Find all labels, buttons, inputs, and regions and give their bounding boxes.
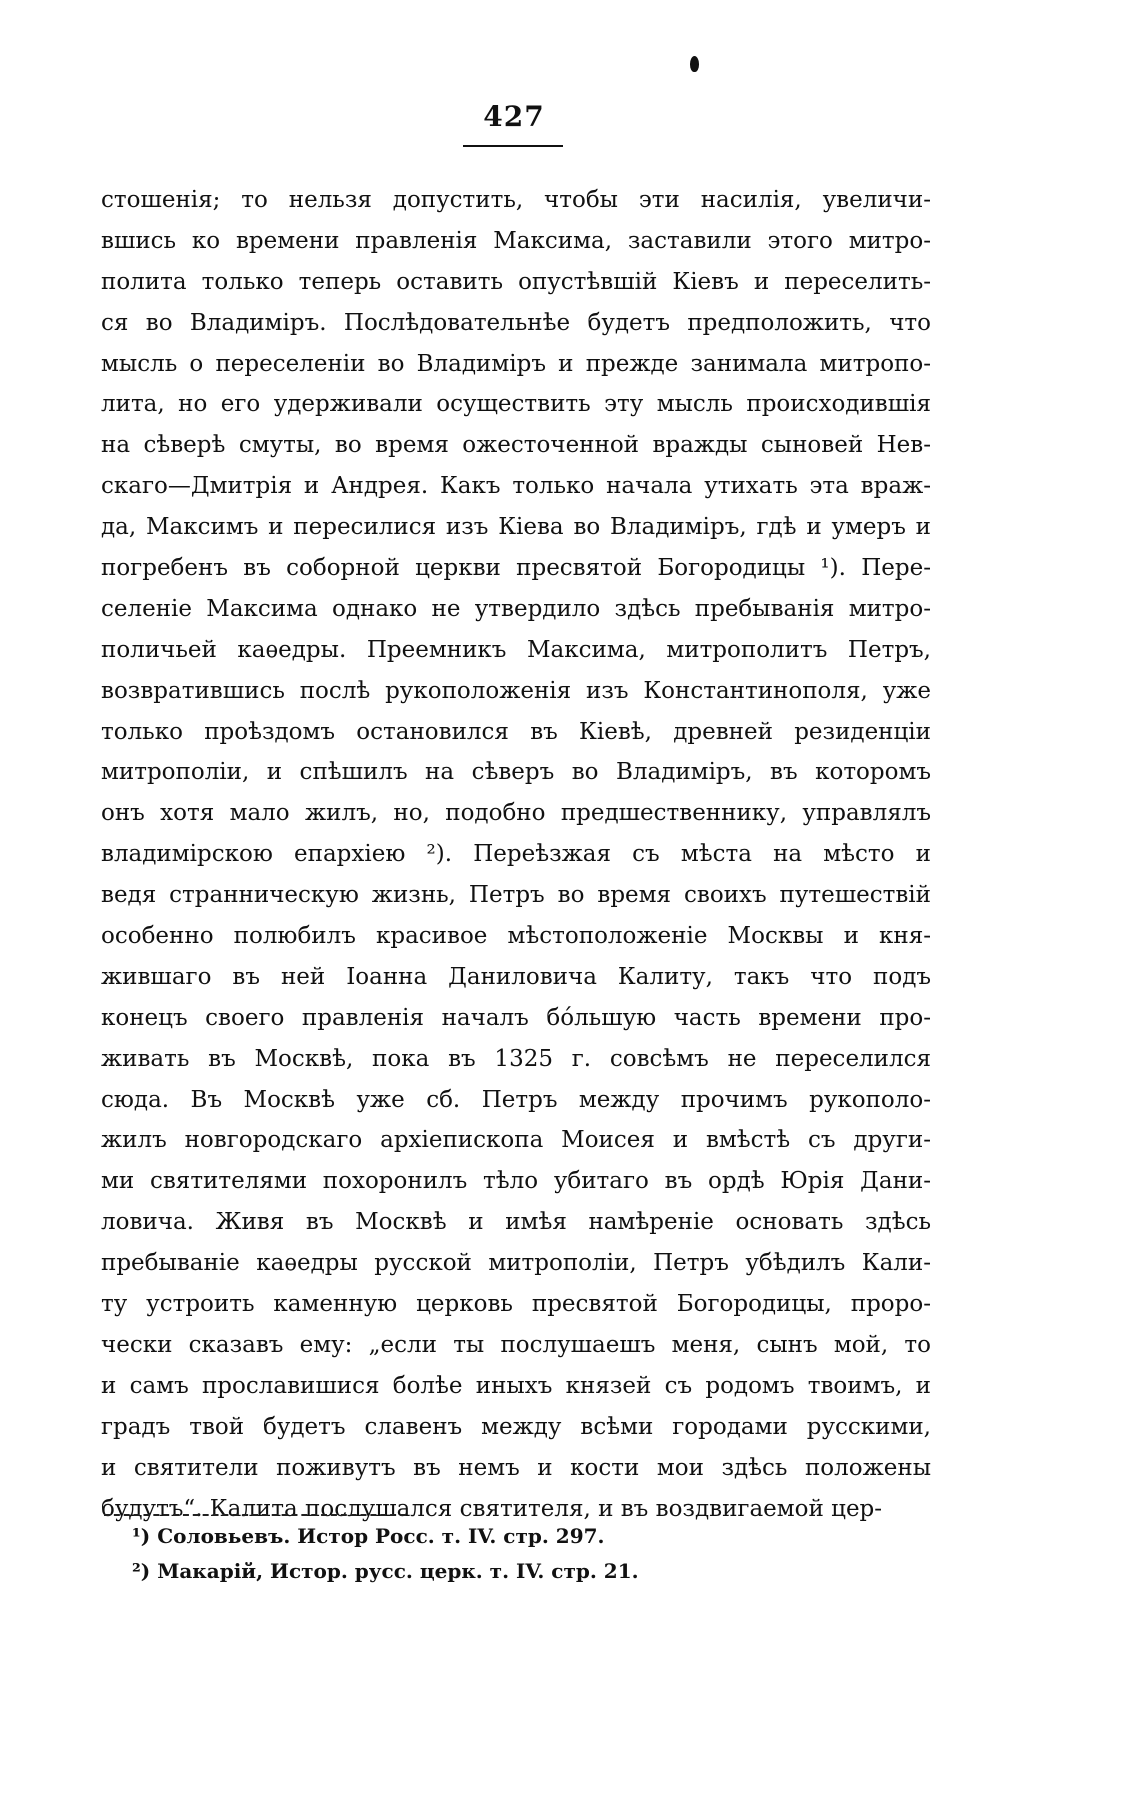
footnote-mark: ¹): [132, 1524, 151, 1548]
text-line: и самъ прославишися болѣе иныхъ князей съ родомъ твоимъ, и: [101, 1372, 931, 1399]
text-line: поличьей каѳедры. Преемникъ Максима, митрополитъ Петръ,: [101, 636, 931, 663]
text-line: лита, но его удерживали осуществить эту мысль происходившія: [101, 391, 931, 418]
text-line: жившаго въ ней Іоанна Даниловича Калиту, такъ что подъ: [101, 963, 931, 990]
footnote-text: Соловьевъ. Истор Росс. т. IV. стр. 297.: [157, 1524, 605, 1548]
text-line: чески сказавъ ему: „если ты послушаешъ меня, сынъ мой, то: [101, 1331, 931, 1358]
text-line: конецъ своего правленія началъ бо́льшую часть времени про-: [101, 1004, 931, 1031]
text-line: да, Максимъ и пересилися изъ Кіева во Владиміръ, гдѣ и умеръ и: [101, 514, 931, 541]
text-line: и святители поживутъ въ немъ и кости мои здѣсь положены: [101, 1454, 931, 1481]
text-line: ту устроить каменную церковь пресвятой Богородицы, проро-: [101, 1291, 931, 1318]
text-line: вшись ко времени правленія Максима, заставили этого митро-: [101, 227, 931, 254]
text-line: ми святителями похоронилъ тѣло убитаго въ ордѣ Юрія Дани-: [101, 1168, 931, 1195]
text-line: ведя странническую жизнь, Петръ во время своихъ путешествій: [101, 882, 931, 909]
text-line: ловича. Живя въ Москвѣ и имѣя намѣреніе основать здѣсь: [101, 1209, 931, 1236]
text-line: мысль о переселеніи во Владиміръ и прежде занимала митропо-: [101, 350, 931, 377]
text-line: пребываніе каѳедры русской митрополіи, Петръ убѣдилъ Кали-: [101, 1250, 931, 1277]
text-line: стошенія; то нельзя допустить, чтобы эти насилія, увеличи-: [101, 187, 931, 213]
text-line: погребенъ въ соборной церкви пресвятой Богородицы ¹). Пере-: [101, 555, 931, 582]
text-line: на сѣверѣ смуты, во время ожесточенной вражды сыновей Нев-: [101, 432, 931, 459]
text-line: особенно полюбилъ красивое мѣстоположеніе Москвы и кня-: [101, 923, 931, 950]
footnote-mark: ²): [132, 1559, 151, 1583]
text-line: ся во Владиміръ. Послѣдовательнѣе будетъ предположить, что: [101, 309, 931, 336]
text-line: скаго—Дмитрія и Андрея. Какъ только начала утихать эта враж-: [101, 473, 931, 500]
footnote-text: Макарій, Истор. русс. церк. т. IV. стр. 21.: [157, 1559, 639, 1583]
text-line: митрополіи, и спѣшилъ на сѣверъ во Владиміръ, въ которомъ: [101, 759, 931, 786]
text-line: владимірскою епархіею ²). Переѣзжая съ мѣста на мѣсто и: [101, 841, 931, 868]
page-number-underline: [463, 145, 563, 147]
footnote-separator: [104, 1514, 406, 1516]
text-line: градъ твой будетъ славенъ между всѣми городами русскими,: [101, 1413, 931, 1440]
footnote: [132, 1554, 892, 1589]
text-line: онъ хотя мало жилъ, но, подобно предшественнику, управлялъ: [101, 800, 931, 827]
text-line: живать въ Москвѣ, пока въ 1325 г. совсѣмъ не переселился: [101, 1045, 931, 1072]
footnote: [132, 1519, 892, 1554]
text-line: возвратившись послѣ рукоположенія изъ Константинополя, уже: [101, 677, 931, 704]
footnotes: [132, 1519, 892, 1589]
text-line: селеніе Максима однако не утвердило здѣсь пребыванія митро-: [101, 595, 931, 622]
ink-speck: [690, 56, 699, 72]
page-number: 427: [483, 100, 545, 133]
text-line: будутъ“. Калита послушался святителя, и въ воздвигаемой цер-: [101, 1495, 883, 1522]
text-line: жилъ новгородскаго архіепископа Моисея и вмѣстѣ съ други-: [101, 1127, 931, 1154]
text-line: полита только теперь оставить опустѣвшій Кіевъ и переселить-: [101, 268, 931, 295]
body-text: [101, 180, 931, 1529]
text-line: только проѣздомъ остановился въ Кіевѣ, древней резиденціи: [101, 718, 931, 745]
text-line: сюда. Въ Москвѣ уже сб. Петръ между прочимъ рукополо-: [101, 1086, 931, 1113]
